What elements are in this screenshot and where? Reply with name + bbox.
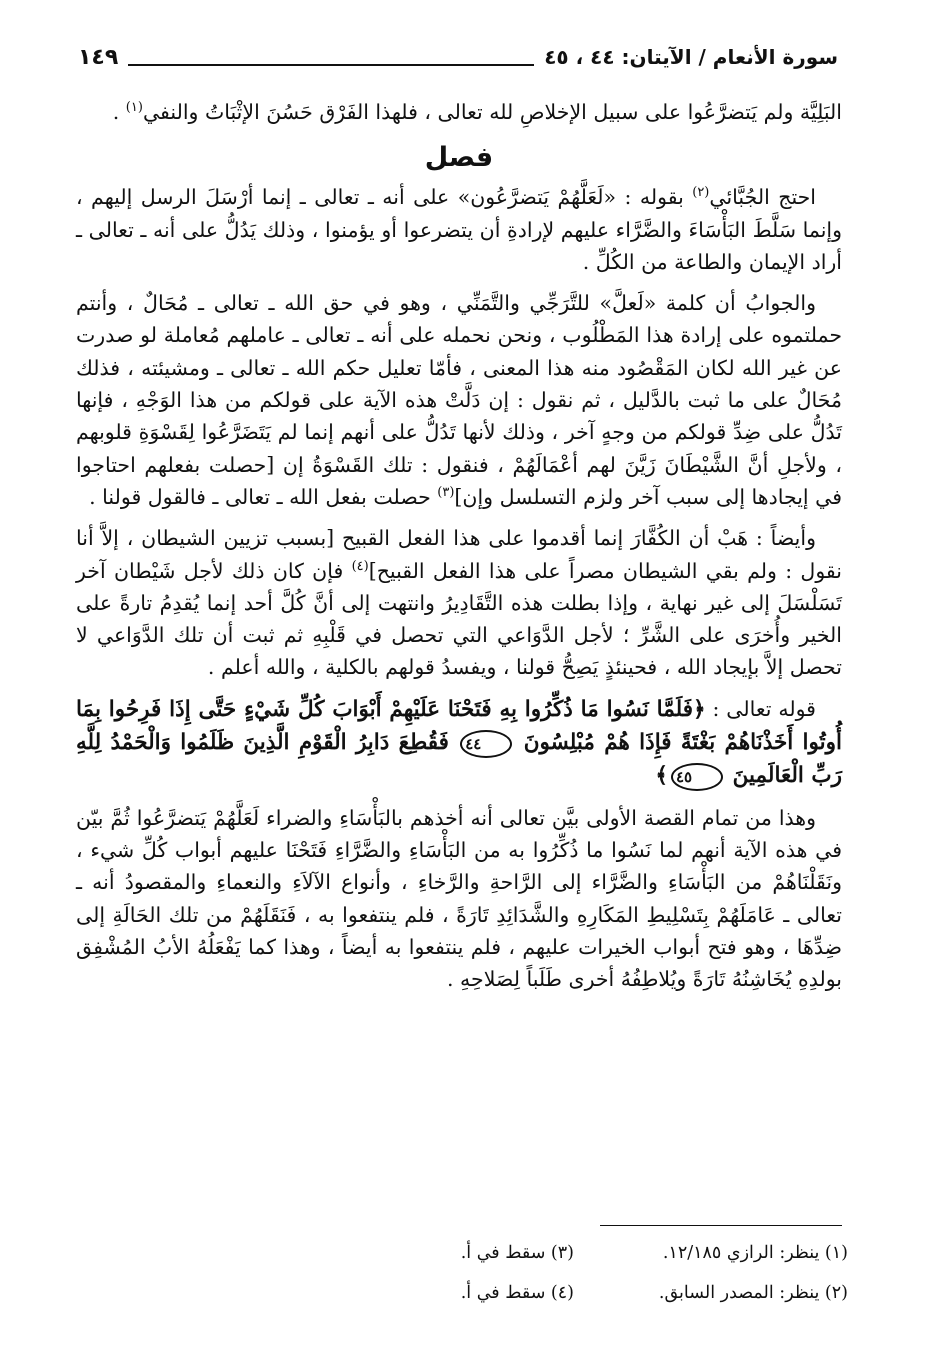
quran-verse-45: فَقُطِعَ دَابِرُ الْقَوْمِ الَّذِينَ ظَلَمُوا وَالْحَمْدُ لِلَّهِ رَبِّ الْعَالَمِينَ [76,730,842,789]
paragraph-text: والجوابُ أن كلمة «لَعلَّ» للتَّرَجِّي والتَّمَنِّي ، وهو في حق الله ـ تعالى ـ مُحَالٌ ، وأنتم حملتموه على إرادة هذا المَطْلُوب ، ونحن نحمله على أنه ـ تعالى ـ عاملهم مُعاملة لو صدرت عن غير الله لكان المَقْصُود منه هذا المعنى ، فأمّا تعليل حكم الله ـ تعالى ـ ومشيئته ، فذلك مُحَالٌ على ما ثبت بالدَّليل ، ثم نقول : إن دَلَّتْ هذه الآية على قولكم من هذا الوَجْهِ ، فإنها تَدُلُّ على ضِدِّ قولكم من وجهٍ آخر ، وذلك لأنها تَدُلُّ على أنهم إنما لم يَتَضَرَّعُوا لِقَسْوَةِ قلوبهم ، ولأجلِ أنَّ الشَّيْطَانَ زَيَّنَ لهم أعْمَالَهُمْ ، فنقول : تلك القَسْوَةُ إن [حصلت بفعلهم احتاجوا في إيجادها إلى سبب آخر ولزم التسلسل وإن] [76,291,842,509]
paragraph-continuation [76,96,842,128]
quran-verse-44: ﴿فَلَمَّا نَسُوا مَا ذُكِّرُوا بِهِ فَتَحْنَا عَلَيْهِمْ أَبْوَابَ كُلِّ شَيْءٍ حَتَّى إِذَا فَرِحُوا بِمَا أُوتُوا أَخَذْنَاهُمْ بَغْتَةً فَإِذَا هُمْ مُبْلِسُونَ [76,696,842,756]
footnotes [300,1240,848,1306]
ayah-number-45: ٤٥ [671,763,723,791]
ayah-number-44: ٤٤ [460,730,512,758]
footnote-4: (٤) سقط في أ. [460,1283,574,1303]
running-title: سورة الأنعام / الآيتان: ٤٤ ، ٤٥ [544,45,838,69]
verse-close-bracket: ﴾ [655,763,668,789]
paragraph-verse [76,693,842,793]
footnote-ref-2: (٢) [692,185,710,201]
page-number: ١٤٩ [78,44,119,70]
footnote-rule [600,1225,842,1226]
paragraph-commentary [76,802,842,996]
paragraph-text: البَلِيَّة ولم يَتضرَّعُوا على سبيل الإخلاصِ لله تعالى ، فلهذا الفَرْق حَسُنَ الإثْبَاتُ والنفي [142,100,842,124]
paragraph-text: فإن كان ذلك لأجل شَيْطان آخر تَسَلْسَلَ إلى غير نهاية ، وإذا بطلت هذه التَّقَادِيرُ وانتهت إلى أنَّ كُلَّ أحد إنما يُقدِمُ تارةً على الخير وأُخرَى على الشَّرِّ ؛ لأجل الدَّوَاعي التي تحصل في قَلْبِهِ ثم ثبت أن تلك الدَّوَاعي لا تحصل إلاَّ بإيجاد الله ، فحينئذٍ يَصِحُّ قولنا ، ويفسدُ قولهم بالكلية ، والله أعلم . [76,558,842,680]
paragraph-text: وهذا من تمام القصة الأولى بيَّن تعالى أنه أخذهم بالبَأْسَاءِ والضراء لَعَلَّهُمْ يَتضرَّعُوا ثُمَّ بيّن في هذه الآية أنهم لما نَسُوا ما ذُكِّرُوا به من البَأْسَاءِ والضَّرَّاءِ فَتَحْنَا عليهم أبواب كُلِّ شيء ، ونَقَلْنَاهُمْ من البَأْسَاءِ والضَّرَّاء إلى الرَّاحةِ والرَّخاءِ ، وأنواع الآلاَءِ والنعماءِ والمقصودُ أنه ـ تعالى ـ عَامَلَهُمْ بِتَسْلِيطِ المَكَارِهِ والشَّدَائِدِ تَارَةً ، فلم ينتفعوا به ، فَنَقَلَهُمْ من تلك الحَالَةِ إلى ضِدِّهَا ، وهو فتح أبواب الخيرات عليهم ، فلم ينتفعوا به أيضاً ، وهذا كما يَفْعَلُهُ الأبُ المُشْفِق بولدِهِ يُخَاشِنُهُ تَارَةً ويُلاطِفُهُ أخرى طَلَباً لِصَلاحِهِ . [76,805,842,992]
paragraph-answer [76,287,842,513]
footnote-2: (٢) ينظر: المصدر السابق. [658,1283,848,1303]
footnote-3: (٣) سقط في أ. [460,1243,574,1263]
paragraph-jubbai [76,181,842,278]
footnote-ref-3: (٣) [437,485,455,501]
paragraph-text: احتج الجُبَّائي [709,185,817,210]
paragraph-text: وأيضاً : هَبْ أن الكُفَّارَ إنما أقدموا على هذا الفعل القبيح [بسبب تزيين الشيطان ، إلاَّ أنا نقول : ولم بقي الشيطان مصراً على هذا الفعل القبيح] [76,526,842,583]
main-text [76,96,842,1004]
footnote-1: (١) ينظر: الرازي ١٢/١٨٥. [662,1243,848,1263]
footnote-ref-4: (٤) [351,558,369,574]
paragraph-text: بقوله : «لَعَلَّهُمْ يَتضرَّعُون» على أنه ـ تعالى ـ إنما أرْسَلَ الرسل إليهم ، وإنما سَلَّطَ البَأْسَاءَ والضَّرَّاء عليهم لإرادةِ أن يتضرعوا أو يؤمنوا ، وذلك يَدُلُّ على أنه ـ تعالى ـ أراد الإيمان والطاعة من الكُلِّ . [76,185,842,274]
header-rule [128,64,534,66]
paragraph-end: حصلت بفعل الله ـ تعالى ـ فالقول قولنا . [89,484,438,509]
paragraph-also [76,522,842,683]
running-header [78,40,838,74]
verse-lead: قوله تعالى : [705,696,816,721]
paragraph-end: . [112,100,126,124]
section-heading: فصل [424,142,494,174]
footnote-ref-1: (١) [125,100,143,116]
